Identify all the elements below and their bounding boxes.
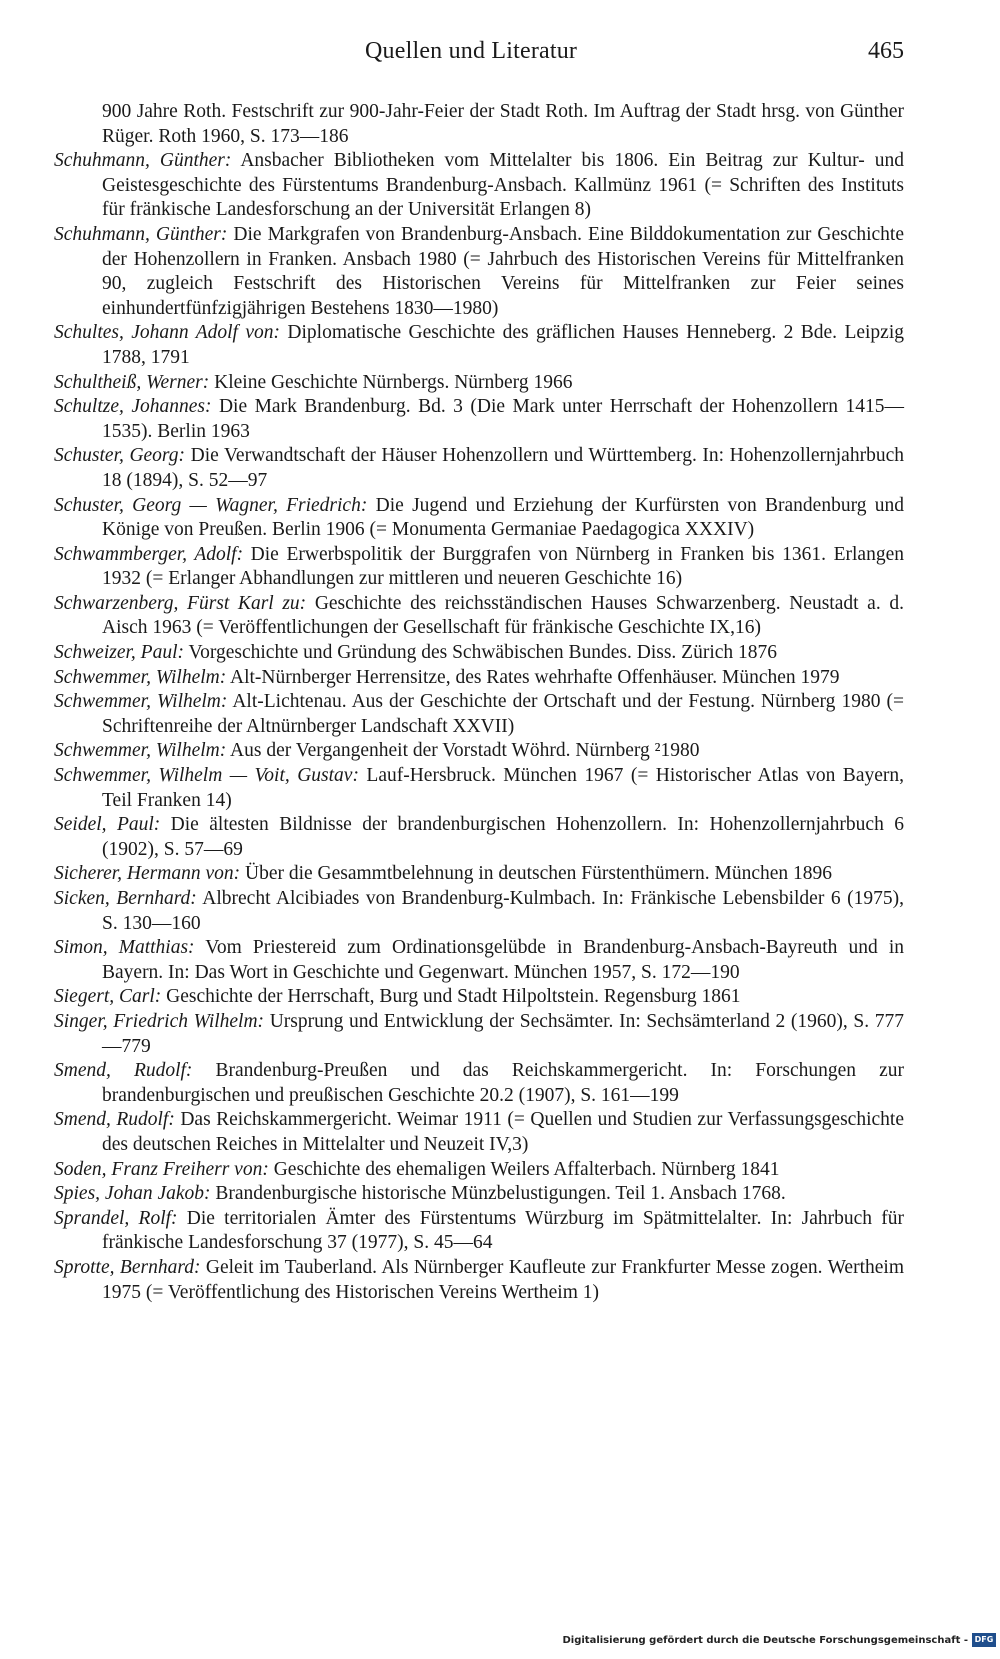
entry-author: Smend, Rudolf: — [54, 1109, 175, 1131]
entry-author: Schwammberger, Adolf: — [54, 543, 244, 565]
entry-author: Schultes, Johann Adolf von: — [54, 322, 281, 344]
bibliography-entry — [54, 887, 904, 936]
entry-author: Schwemmer, Wilhelm: — [54, 740, 227, 762]
bibliography-entry — [54, 862, 904, 887]
bibliography-entry — [54, 444, 904, 493]
bibliography-entry — [54, 1182, 904, 1207]
entry-text: Die Jugend und Erziehung der Kurfürsten von Brandenburg und Könige von Preußen. Berlin 1906 (= Monumenta Germaniae Paedagogica XXXIV) — [102, 494, 905, 541]
entry-author: Schweizer, Paul: — [54, 642, 184, 664]
entry-text: Ursprung und Entwicklung der Sechsämter. In: Sechsämterland 2 (1960), S. 777—779 — [102, 1010, 905, 1057]
bibliography-entry — [54, 985, 904, 1010]
entry-text: Vom Priestereid zum Ordinationsgelübde in Brandenburg-Ansbach-Bayreuth und in Bayern. In: Das Wort in Geschichte und Gegenwart. München 1957, S. 172—190 — [102, 937, 904, 983]
entry-author: Schwarzenberg, Fürst Karl zu: — [54, 592, 307, 614]
entry-text: Alt-Nürnberger Herrensitze, des Rates wehrhafte Offenhäuser. München 1979 — [226, 666, 840, 688]
entry-text: Die Mark Brandenburg. Bd. 3 (Die Mark unter Herrschaft der Hohenzollern 1415—1535). Berlin 1963 — [102, 396, 904, 442]
entry-text: Die territorialen Ämter des Fürstentums Würzburg im Spätmittelalter. In: Jahrbuch für fränkische Landesforschung 37 (1977), S. 45—64 — [102, 1207, 904, 1254]
bibliography-entry — [54, 1108, 904, 1157]
entry-author: Spies, Johan Jakob: — [54, 1183, 211, 1205]
bibliography-entry — [54, 371, 904, 396]
entry-text: Aus der Vergangenheit der Vorstadt Wöhrd. Nürnberg ²1980 — [226, 740, 700, 762]
entry-author: Singer, Friedrich Wilhelm: — [54, 1010, 265, 1032]
bibliography-entry — [54, 1207, 904, 1256]
entry-author: Sprotte, Bernhard: — [54, 1256, 201, 1278]
entry-author: Schuster, Georg — Wagner, Friedrich: — [54, 494, 368, 516]
entry-text: Diplomatische Geschichte des gräflichen Hauses Henneberg. 2 Bde. Leipzig 1788, 1791 — [102, 322, 904, 368]
entry-text: Die Verwandtschaft der Häuser Hohenzollern und Württemberg. In: Hohenzollernjahrbuch 18 (1894), S. 52—97 — [102, 445, 904, 491]
entry-author: Schultheiß, Werner: — [54, 371, 210, 393]
entry-author: Sprandel, Rolf: — [54, 1207, 178, 1229]
entry-author: Schultze, Johannes: — [54, 396, 212, 418]
entry-text: Lauf-Hersbruck. München 1967 (= Historischer Atlas von Bayern, Teil Franken 14) — [102, 765, 904, 811]
bibliography-entry — [54, 1010, 904, 1059]
dfg-logo: DFG — [972, 1633, 996, 1647]
bibliography-entry — [54, 641, 904, 666]
bibliography-entry — [54, 223, 904, 321]
entry-author: Siegert, Carl: — [54, 986, 162, 1008]
entry-author: Schwemmer, Wilhelm: — [54, 666, 227, 688]
entry-text: Geschichte des reichsständischen Hauses Schwarzenberg. Neustadt a. d. Aisch 1963 (= Veröffentlichungen der Gesellschaft für fränkische Geschichte IX,16) — [102, 592, 904, 639]
bibliography-entry — [54, 764, 904, 813]
running-title: Quellen und Literatur — [365, 38, 578, 64]
entry-text: Albrecht Alcibiades von Brandenburg-Kulmbach. In: Fränkische Lebensbilder 6 (1975), S. 130—160 — [102, 888, 904, 934]
entry-text: Geschichte der Herrschaft, Burg und Stadt Hilpoltstein. Regensburg 1861 — [161, 986, 741, 1008]
entry-author: Seidel, Paul: — [54, 814, 161, 836]
entry-text: Brandenburgische historische Münzbelustigungen. Teil 1. Ansbach 1768. — [210, 1183, 786, 1205]
bibliography-entry — [54, 100, 904, 149]
page-header — [0, 38, 1000, 78]
bibliography-entry — [54, 1059, 904, 1108]
page-footer — [0, 1631, 1000, 1651]
entry-text: Die Markgrafen von Brandenburg-Ansbach. Eine Bilddokumentation zur Geschichte der Hohenzollern in Franken. Ansbach 1980 (= Jahrbuch des Historischen Vereins für Mittelfranken 90, zugleich Festschrift des Historischen Vereins für Mittelfranken zur Feier seines einhundertfünfzigjährigen Bestehens 1830—1980) — [102, 223, 904, 319]
bibliography-entry — [54, 813, 904, 862]
bibliography-entry — [54, 494, 904, 543]
entry-author: Schwemmer, Wilhelm — Voit, Gustav: — [54, 765, 359, 787]
bibliography-entry — [54, 321, 904, 370]
bibliography-entry — [54, 690, 904, 739]
bibliography-entry — [54, 592, 904, 641]
bibliography-entry — [54, 739, 904, 764]
entry-text: Alt-Lichtenau. Aus der Geschichte der Ortschaft und der Festung. Nürnberg 1980 (= Schriftenreihe der Altnürnberger Landschaft XXVII) — [102, 691, 905, 737]
entry-author: Soden, Franz Freiherr von: — [54, 1158, 269, 1180]
entry-text: Die Erwerbspolitik der Burggrafen von Nürnberg in Franken bis 1361. Erlangen 1932 (= Erlanger Abhandlungen zur mittleren und neueren Geschichte 16) — [102, 543, 904, 590]
entry-author: Smend, Rudolf: — [54, 1060, 193, 1082]
bibliography-entry — [54, 1256, 904, 1305]
entry-author: Simon, Matthias: — [54, 937, 195, 959]
entry-text: Brandenburg-Preußen und das Reichskammergericht. In: Forschungen zur brandenburgischen und preußischen Geschichte 20.2 (1907), S. 161—199 — [102, 1060, 904, 1106]
entry-text: Ansbacher Bibliotheken vom Mittelalter bis 1806. Ein Beitrag zur Kultur- und Geistesgeschichte des Fürstentums Brandenburg-Ansbach. Kallmünz 1961 (= Schriften des Instituts für fränkische Landesforschung an der Universität Erlangen 8) — [102, 150, 904, 221]
entry-text: Die ältesten Bildnisse der brandenburgischen Hohenzollern. In: Hohenzollernjahrbuch 6 (1902), S. 57—69 — [102, 814, 904, 860]
bibliography-entry — [54, 936, 904, 985]
entry-text: Vorgeschichte und Gründung des Schwäbischen Bundes. Diss. Zürich 1876 — [183, 642, 778, 664]
bibliography-entry — [54, 149, 904, 223]
bibliography-list — [54, 100, 904, 1305]
bibliography-entry — [54, 666, 904, 691]
page-number: 465 — [868, 38, 904, 64]
bibliography-entry — [54, 1158, 904, 1183]
entry-text: 900 Jahre Roth. Festschrift zur 900-Jahr-Feier der Stadt Roth. Im Auftrag der Stadt hrsg. von Günther Rüger. Roth 1960, S. 173—186 — [102, 101, 904, 147]
bibliography-entry — [54, 395, 904, 444]
entry-author: Schuhmann, Günther: — [54, 223, 228, 245]
entry-author: Sicherer, Hermann von: — [54, 863, 241, 885]
entry-text: Über die Gesammtbelehnung in deutschen Fürstenthümern. München 1896 — [240, 863, 833, 885]
entry-author: Sicken, Bernhard: — [54, 888, 197, 909]
entry-text: Geleit im Tauberland. Als Nürnberger Kaufleute zur Frankfurter Messe zogen. Wertheim 1975 (= Veröffentlichung des Historischen Vereins Wertheim 1) — [102, 1256, 904, 1303]
footer-credit: Digitalisierung gefördert durch die Deutsche Forschungsgemeinschaft - — [562, 1635, 968, 1646]
entry-text: Geschichte des ehemaligen Weilers Affalterbach. Nürnberg 1841 — [268, 1158, 780, 1180]
entry-author: Schuhmann, Günther: — [54, 150, 232, 172]
entry-text: Kleine Geschichte Nürnbergs. Nürnberg 1966 — [209, 371, 573, 393]
bibliography-entry — [54, 543, 904, 592]
entry-author: Schwemmer, Wilhelm: — [54, 691, 228, 713]
entry-text: Das Reichskammergericht. Weimar 1911 (= Quellen und Studien zur Verfassungsgeschichte des deutschen Reiches in Mittelalter und Neuzeit IV,3) — [102, 1109, 904, 1155]
entry-author: Schuster, Georg: — [54, 445, 186, 467]
